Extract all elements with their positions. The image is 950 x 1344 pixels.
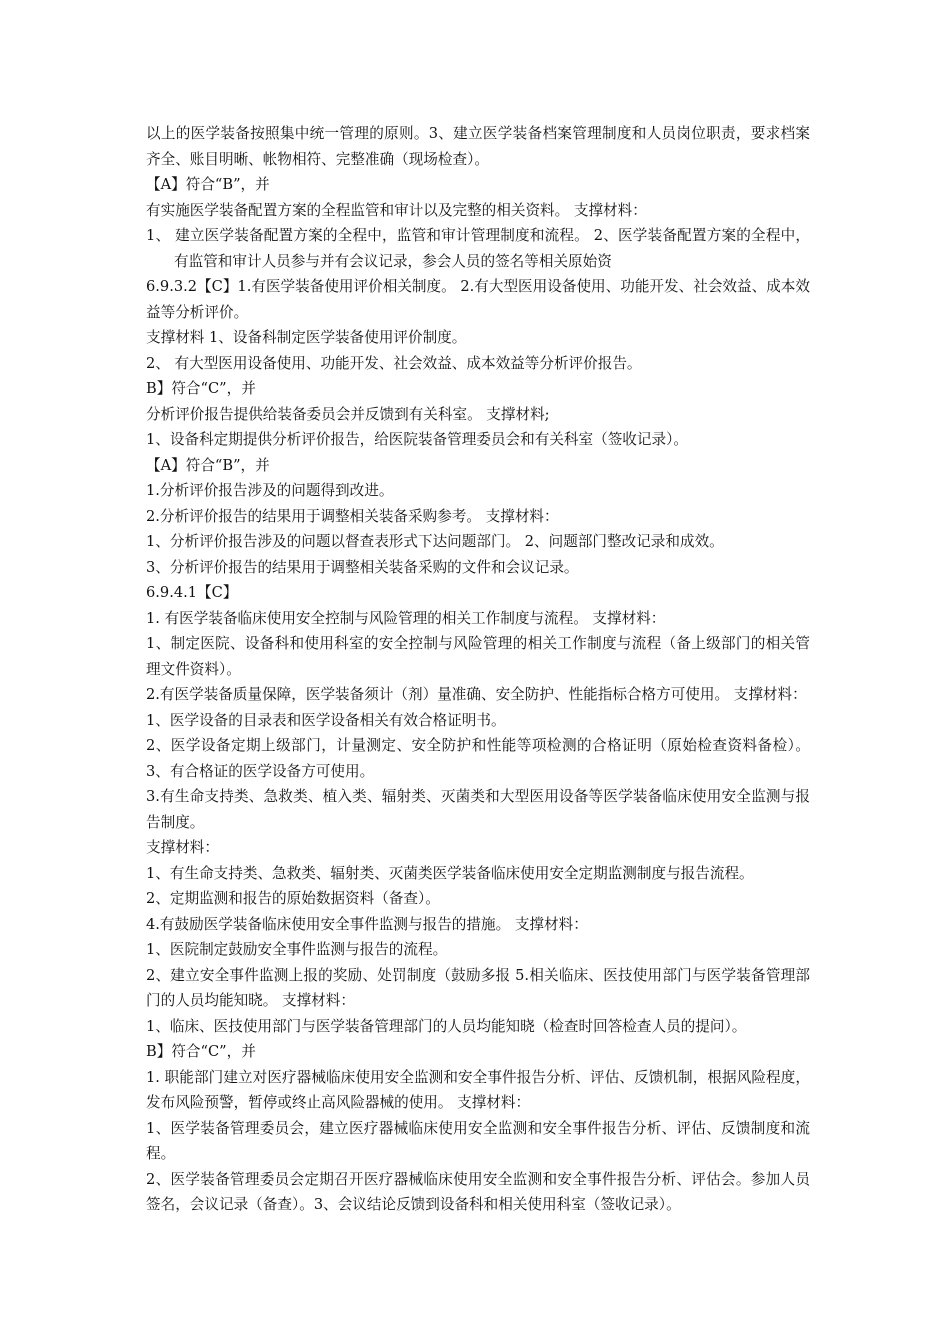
paragraph: B】符合“C”，并	[146, 380, 256, 397]
paragraph: 2、建立安全事件监测上报的奖励、处罚制度（鼓励多报 5.相关临床、医技使用部门与医学装备管理部门的人员均能知晓。 支撑材料：	[146, 966, 810, 1009]
paragraph: 以上的医学装备按照集中统一管理的原则。3、建立医学装备档案管理制度和人员岗位职责，要求档案齐全、账目明晰、帐物相符、完整准确（现场检查）。	[146, 125, 810, 168]
paragraph: 3、分析评价报告的结果用于调整相关装备采购的文件和会议记录。	[146, 558, 579, 576]
paragraph: 1. 有医学装备临床使用安全控制与风险管理的相关工作制度与流程。 支撑材料：	[146, 609, 666, 627]
paragraph: 2、医学装备管理委员会定期召开医疗器械临床使用安全监测和安全事件报告分析、评估会。参加人员签名，会议记录（备查）。3、会议结论反馈到设备科和相关使用科室（签收记录）。	[146, 1170, 810, 1213]
paragraph: 2、 有大型医用设备使用、功能开发、社会效益、成本效益等分析评价报告。	[146, 354, 642, 372]
document-body	[146, 121, 810, 1218]
paragraph: 1、医院制定鼓励安全事件监测与报告的流程。	[146, 941, 448, 958]
paragraph: 1、医学设备的目录表和医学设备相关有效合格证明书。	[146, 711, 506, 729]
paragraph: 2、医学设备定期上级部门，计量测定、安全防护和性能等项检测的合格证明（原始检查资料备检）。 3、有合格证的医学设备方可使用。	[146, 737, 810, 780]
paragraph: 2、定期监测和报告的原始数据资料（备查）。	[146, 890, 440, 907]
paragraph: 1、设备科定期提供分析评价报告，给医院装备管理委员会和有关科室（签收记录）。	[146, 431, 688, 448]
paragraph: 2.分析评价报告的结果用于调整相关装备采购参考。 支撑材料：	[146, 507, 559, 525]
paragraph: 有实施医学装备配置方案的全程监管和审计以及完整的相关资料。 支撑材料：	[146, 201, 647, 219]
paragraph: 【A】符合“B”，并	[146, 456, 270, 474]
paragraph: 1、 建立医学装备配置方案的全程中，监管和审计管理制度和流程。 2、医学装备配置方案的全程中，有监管和审计人员参与并有会议记录，参会人员的签名等相关原始资	[146, 227, 810, 270]
paragraph: 6.9.3.2【C】1.有医学装备使用评价相关制度。 2.有大型医用设备使用、功能开发、社会效益、成本效益等分析评价。	[146, 278, 810, 321]
paragraph: 1、分析评价报告涉及的问题以督查表形式下达问题部门。 2、问题部门整改记录和成效。	[146, 533, 724, 550]
paragraph: 分析评价报告提供给装备委员会并反馈到有关科室。 支撑材料;	[146, 405, 550, 423]
paragraph: 1、有生命支持类、急救类、辐射类、灭菌类医学装备临床使用安全定期监测制度与报告流程。	[146, 864, 754, 882]
paragraph: 1、临床、医技使用部门与医学装备管理部门的人员均能知晓（检查时回答检查人员的提问）。	[146, 1017, 747, 1035]
paragraph: 1、制定医院、设备科和使用科室的安全控制与风险管理的相关工作制度与流程（备上级部门的相关管理文件资料）。	[146, 635, 810, 678]
paragraph: 4.有鼓励医学装备临床使用安全事件监测与报告的措施。 支撑材料：	[146, 915, 588, 933]
paragraph: 支撑材料 1、设备科制定医学装备使用评价制度。	[146, 329, 467, 346]
paragraph: 2.有医学装备质量保障，医学装备须计（剂）量准确、安全防护、性能指标合格方可使用。 支撑材料：	[146, 686, 807, 703]
paragraph: 1、医学装备管理委员会，建立医疗器械临床使用安全监测和安全事件报告分析、评估、反馈制度和流程。	[146, 1119, 810, 1162]
paragraph: 1.分析评价报告涉及的问题得到改进。	[146, 482, 394, 499]
paragraph: 3.有生命支持类、急救类、植入类、辐射类、灭菌类和大型医用设备等医学装备临床使用安全监测与报告制度。	[146, 788, 810, 831]
paragraph: 支撑材料：	[146, 839, 219, 856]
paragraph: 6.9.4.1【C】	[146, 584, 238, 601]
paragraph: 1. 职能部门建立对医疗器械临床使用安全监测和安全事件报告分析、评估、反馈机制，根据风险程度，发布风险预警，暂停或终止高风险器械的使用。 支撑材料：	[146, 1068, 810, 1111]
paragraph: B】符合“C”，并	[146, 1043, 256, 1060]
paragraph: 【A】符合“B”，并	[146, 176, 270, 193]
